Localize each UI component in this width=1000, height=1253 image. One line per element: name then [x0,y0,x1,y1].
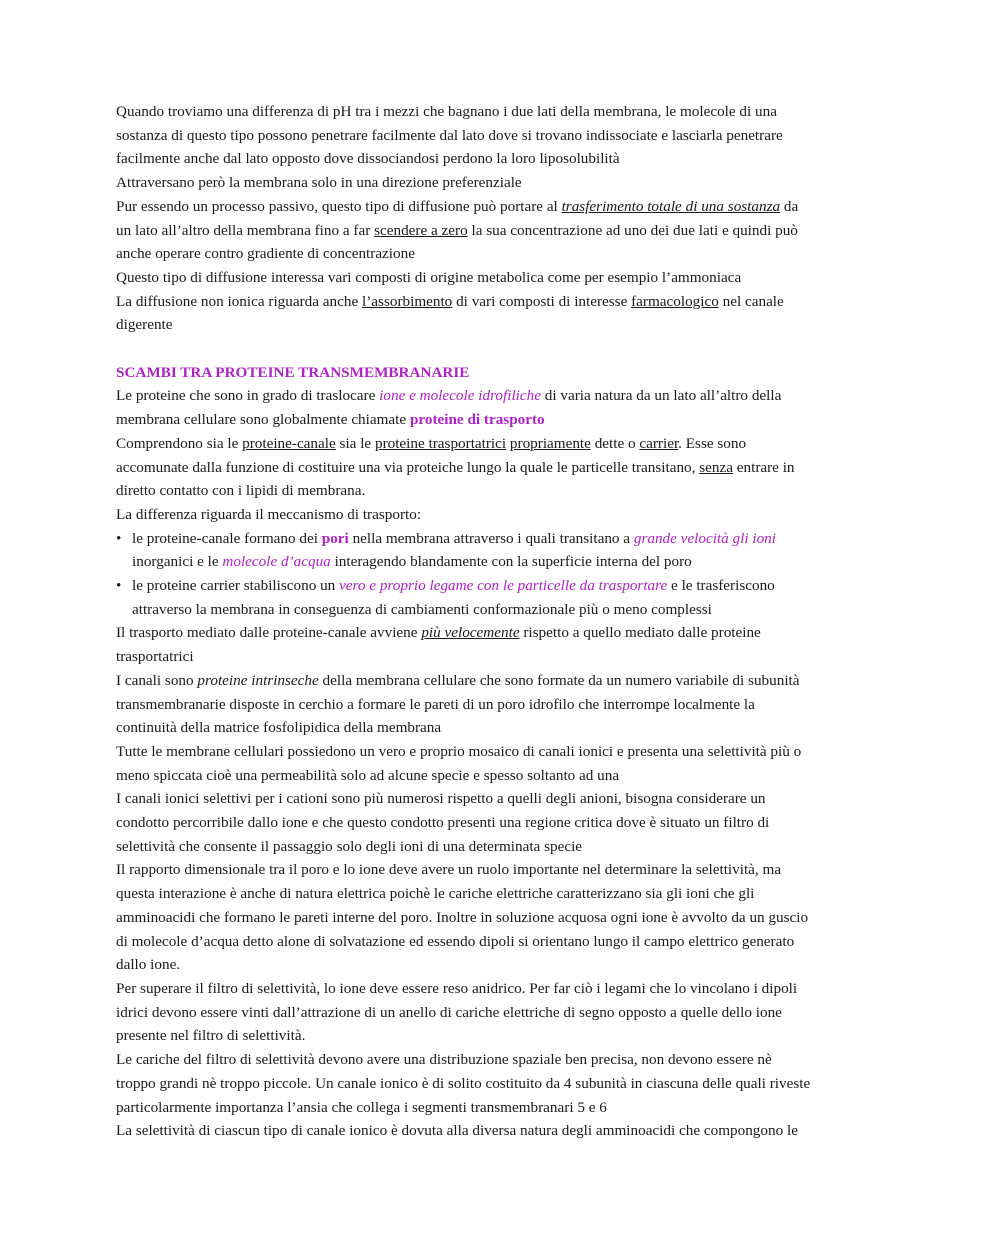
text: diretto contatto con i lipidi di membrana. [116,482,366,500]
paragraph-line [116,171,884,195]
highlight-text: grande velocità gli ioni [633,529,776,547]
text: Attraversano però la membrana solo in una direzione preferenziale [116,174,522,192]
text: Quando troviamo una differenza di pH tra i mezzi che bagnano i due lati della membrana, le molecole di una [116,103,777,120]
paragraph-line [116,764,884,788]
text: interagendo blandamente con la superficie interna del poro [330,553,692,571]
text: Comprendono sia le [116,434,243,452]
text: sostanza di questo tipo possono penetrare facilmente dal lato dove si trovano indissociate e lasciarla penetrare [116,126,783,144]
text: nella membrana attraverso i quali transitano a [348,529,634,547]
text: da [780,197,799,215]
paragraph-line [116,930,884,954]
text: della membrana cellulare che sono formate da un numero variabile di subunità [318,671,800,689]
text: dette o [590,434,640,452]
text: le proteine-canale formano dei [132,529,322,547]
text: Tutte le membrane cellulari possiedono un vero e proprio mosaico di canali ionici e presenta una selettività più o [116,742,802,760]
paragraph-line [116,1119,884,1143]
paragraph-line [116,1072,884,1096]
underlined-text: carrier [639,434,679,452]
text: rispetto a quello mediato dalle proteine [519,624,761,642]
paragraph-line [116,1048,884,1072]
bullet-continuation [116,598,884,622]
underlined-text: scendere a zero [374,221,468,239]
paragraph-line [116,219,884,243]
paragraph-line [116,882,884,906]
text: amminoacidi che formano le pareti interne del poro. Inoltre in soluzione acquosa ogni ione è avvolto da un guscio [116,908,809,926]
text: entrare in [732,458,795,476]
highlight-text: ione e molecole idrofiliche [379,387,541,405]
italic-text: proteine intrinseche [197,671,319,689]
text: di vari composti di interesse [452,292,632,310]
text: Il trasporto mediato dalle proteine-canale avviene [116,624,422,642]
bullet-continuation [116,550,884,574]
paragraph-line [116,811,884,835]
text: transmembranarie disposte in cerchio a formare le pareti di un poro idrofilo che interrompe localmente la [116,695,755,713]
text: particolarmente importanza l’ansia che collega i segmenti transmembranari 5 e 6 [116,1098,607,1116]
paragraph-line [116,835,884,859]
highlight-text: vero e proprio legame con le particelle da trasportare [339,577,668,595]
paragraph-line [116,716,884,740]
text: idrici devono essere vinti dall’attrazione di un anello di cariche elettriche di segno opposto a quelle dello ione [116,1003,782,1021]
text: attraverso la membrana in conseguenza di cambiamenti conformazionale più o meno complessi [132,600,712,618]
text: condotto percorribile dallo ione e che questo condotto presenti una regione critica dove è situato un filtro di [116,814,770,832]
paragraph-line [116,384,884,408]
paragraph-line [116,313,884,337]
text: inorganici e le [132,553,223,571]
bullet-item [116,574,884,598]
paragraph-line [116,953,884,977]
text: . Esse sono [678,434,747,452]
text: Il rapporto dimensionale tra il poro e lo ione deve avere un ruolo importante nel determinare la selettività, ma [116,861,782,879]
text: I canali ionici selettivi per i cationi sono più numerosi rispetto a quelli degli anioni, bisogna considerare un [116,790,766,808]
underlined-text: proteine-canale [242,434,336,452]
highlight-bold-text: proteine di trasporto [409,411,545,429]
paragraph-line [116,669,884,693]
paragraph-line [116,147,884,171]
paragraph-line [116,290,884,314]
paragraph-line [116,479,884,503]
text: digerente [116,316,173,334]
paragraph-gap [116,337,884,361]
paragraph-line [116,1096,884,1120]
text: di molecole d’acqua detto alone di solvatazione ed essendo dipoli si orientano lungo il campo elettrico generato [116,932,795,950]
text: la sua concentrazione ad uno dei due lati e quindi può [467,221,798,239]
paragraph-line [116,787,884,811]
paragraph-line [116,740,884,764]
paragraph-line [116,645,884,669]
text: anche operare contro gradiente di concentrazione [116,245,415,263]
paragraph-line [116,503,884,527]
text: selettività che consente il passaggio solo degli ioni di una determinata specie [116,837,583,855]
paragraph-line [116,693,884,717]
text: meno spiccata cioè una permeabilità solo ad alcune specie e spesso soltanto ad una [116,766,620,784]
paragraph-line [116,621,884,645]
paragraph-line [116,432,884,456]
text: Le cariche del filtro di selettività devono avere una distribuzione spaziale ben precisa, non devono essere nè [116,1051,772,1069]
text: dallo ione. [116,956,181,974]
text: facilmente anche dal lato opposto dove dissociandosi perdono la loro liposolubilità [116,150,620,168]
paragraph-line [116,456,884,480]
text: questa interazione è anche di natura elettrica poichè le cariche elettriche caratterizzano sia gli ioni che gli [116,885,755,903]
text: di varia natura da un lato all’altro della [540,387,782,405]
section-heading: SCAMBI TRA PROTEINE TRANSMEMBRANARIE [116,363,470,381]
text: membrana cellulare sono globalmente chiamate [116,411,410,429]
paragraph-line [116,242,884,266]
text: Questo tipo di diffusione interessa vari composti di origine metabolica come per esempio l’ammoniaca [116,268,742,286]
text: continuità della matrice fosfolipidica della membrana [116,719,442,737]
paragraph-line [116,977,884,1001]
paragraph-line [116,266,884,290]
paragraph-line [116,124,884,148]
text: Pur essendo un processo passivo, questo tipo di diffusione può portare al [116,197,562,215]
paragraph-line [116,1024,884,1048]
paragraph-line [116,858,884,882]
underlined-text: l’assorbimento [362,292,453,310]
text: Per superare il filtro di selettività, lo ione deve essere reso anidrico. Per far ciò i legami che lo vincolano i dipoli [116,980,798,997]
text: nel canale [718,292,784,310]
paragraph-line [116,408,884,432]
text: un lato all’altro della membrana fino a far [116,221,375,239]
emphasis-text: più velocemente [421,624,520,642]
text: troppo grandi nè troppo piccole. Un canale ionico è di solito costituito da 4 subunità in ciascuna delle quali riveste [116,1074,811,1092]
paragraph-line [116,1001,884,1025]
text: Le proteine che sono in grado di traslocare [116,387,380,405]
emphasis-text: trasferimento totale di una sostanza [561,197,781,215]
text: accomunate dalla funzione di costituire una via proteiche lungo la quale le particelle transitano, [116,458,700,476]
underlined-text: farmacologico [631,292,719,310]
underlined-text: proteine trasportatrici [374,434,507,452]
text: La selettività di ciascun tipo di canale ionico è dovuta alla diversa natura degli amminoacidi che compongono le [116,1122,798,1140]
underlined-text: propriamente [509,434,591,452]
underlined-text: senza [699,458,733,476]
highlight-bold-text: pori [321,529,349,547]
text: La differenza riguarda il meccanismo di trasporto: [116,505,422,523]
paragraph-line [116,195,884,219]
text: I canali sono [116,671,198,689]
highlight-text: molecole d’acqua [222,553,331,571]
text: presente nel filtro di selettività. [116,1027,306,1045]
text: le proteine carrier stabiliscono un [132,577,340,595]
bullet-item [116,527,884,551]
paragraph-line [116,100,884,124]
text: trasportatrici [116,648,194,666]
text: e le trasferiscono [667,577,775,595]
paragraph-line [116,906,884,930]
text: sia le [335,434,375,452]
text: La diffusione non ionica riguarda anche [116,292,363,310]
bullet-icon: • [116,577,122,595]
bullet-icon: • [116,529,122,547]
